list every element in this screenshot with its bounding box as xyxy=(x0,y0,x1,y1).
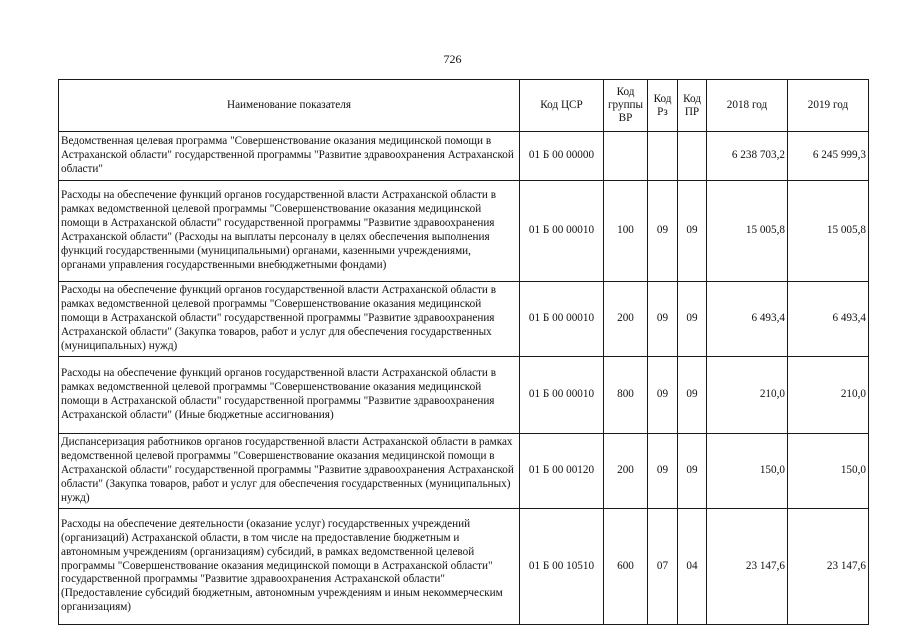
table-row xyxy=(59,132,869,181)
table-row xyxy=(59,509,869,625)
header-pr: Код ПР xyxy=(678,80,707,132)
row-csr: 01 Б 00 00010 xyxy=(520,181,604,282)
row-2018: 150,0 xyxy=(707,434,788,509)
header-name: Наименование показателя xyxy=(59,80,520,132)
table-header xyxy=(59,80,869,132)
row-2018: 6 238 703,2 xyxy=(707,132,788,181)
header-vr: Код группы ВР xyxy=(604,80,648,132)
row-csr: 01 Б 00 00010 xyxy=(520,282,604,357)
row-csr: 01 Б 00 10510 xyxy=(520,509,604,625)
header-row xyxy=(59,80,869,132)
row-name: Расходы на обеспечение деятельности (оказание услуг) государственных учреждений (организаций) Астраханской области, в том числе на предоставление бюджетным и автономным учреждениям (организациям) субсидий, в рамках ведомственной целевой программы "Совершенствование оказания медицинской помощи в Астраханской области" государственной программы "Развитие здравоохранения Астраханской области" (Предоставление субсидий бюджетным, автономным учреждениям и иным некоммерческим организациям) xyxy=(59,509,520,625)
table-row xyxy=(59,434,869,509)
header-csr: Код ЦСР xyxy=(520,80,604,132)
row-pr: 09 xyxy=(678,282,707,357)
row-vr: 200 xyxy=(604,282,648,357)
row-rz: 09 xyxy=(648,181,678,282)
row-2019: 6 245 999,3 xyxy=(788,132,869,181)
row-csr: 01 Б 00 00010 xyxy=(520,357,604,434)
table-row xyxy=(59,357,869,434)
row-vr: 200 xyxy=(604,434,648,509)
table-body xyxy=(59,132,869,625)
header-2019: 2019 год xyxy=(788,80,869,132)
row-rz: 09 xyxy=(648,282,678,357)
table-row xyxy=(59,282,869,357)
row-2019: 15 005,8 xyxy=(788,181,869,282)
row-pr: 09 xyxy=(678,357,707,434)
row-pr: 09 xyxy=(678,434,707,509)
row-rz xyxy=(648,132,678,181)
row-name: Расходы на обеспечение функций органов государственной власти Астраханской области в рамках ведомственной целевой программы "Совершенствование оказания медицинской помощи в Астраханской области" государственной программы "Развитие здравоохранения Астраханской области" (Расходы на выплаты персоналу в целях обеспечения выполнения функций государственными (муниципальными) органами, казенными учреждениями, органами управления государственными внебюджетными фондами) xyxy=(59,181,520,282)
row-2018: 15 005,8 xyxy=(707,181,788,282)
row-rz: 07 xyxy=(648,509,678,625)
row-rz: 09 xyxy=(648,357,678,434)
row-name: Ведомственная целевая программа "Совершенствование оказания медицинской помощи в Астраханской области" государственной программы "Развитие здравоохранения Астраханской области" xyxy=(59,132,520,181)
row-rz: 09 xyxy=(648,434,678,509)
row-2018: 6 493,4 xyxy=(707,282,788,357)
row-2018: 210,0 xyxy=(707,357,788,434)
row-name: Расходы на обеспечение функций органов государственной власти Астраханской области в рамках ведомственной целевой программы "Совершенствование оказания медицинской помощи в Астраханской области" государственной программы "Развитие здравоохранения Астраханской области" (Иные бюджетные ассигнования) xyxy=(59,357,520,434)
row-2019: 150,0 xyxy=(788,434,869,509)
row-pr xyxy=(678,132,707,181)
row-vr: 600 xyxy=(604,509,648,625)
row-2019: 210,0 xyxy=(788,357,869,434)
row-csr: 01 Б 00 00120 xyxy=(520,434,604,509)
row-name: Диспансеризация работников органов государственной власти Астраханской области в рамках ведомственной целевой программы "Совершенствование оказания медицинской помощи в Астраханской области" государственной программы "Развитие здравоохранения Астраханской области" (Закупка товаров, работ и услуг для обеспечения государственных (муниципальных) нужд) xyxy=(59,434,520,509)
header-rz: Код Рз xyxy=(648,80,678,132)
page-number: 726 xyxy=(443,52,462,66)
row-2019: 23 147,6 xyxy=(788,509,869,625)
row-2018: 23 147,6 xyxy=(707,509,788,625)
row-pr: 04 xyxy=(678,509,707,625)
row-vr: 100 xyxy=(604,181,648,282)
header-2018: 2018 год xyxy=(707,80,788,132)
table-row xyxy=(59,181,869,282)
row-2019: 6 493,4 xyxy=(788,282,869,357)
row-vr: 800 xyxy=(604,357,648,434)
row-vr xyxy=(604,132,648,181)
budget-table xyxy=(58,79,869,625)
row-csr: 01 Б 00 00000 xyxy=(520,132,604,181)
row-name: Расходы на обеспечение функций органов государственной власти Астраханской области в рамках ведомственной целевой программы "Совершенствование оказания медицинской помощи в Астраханской области" государственной программы "Развитие здравоохранения Астраханской области" (Закупка товаров, работ и услуг для обеспечения государственных (муниципальных) нужд) xyxy=(59,282,520,357)
row-pr: 09 xyxy=(678,181,707,282)
